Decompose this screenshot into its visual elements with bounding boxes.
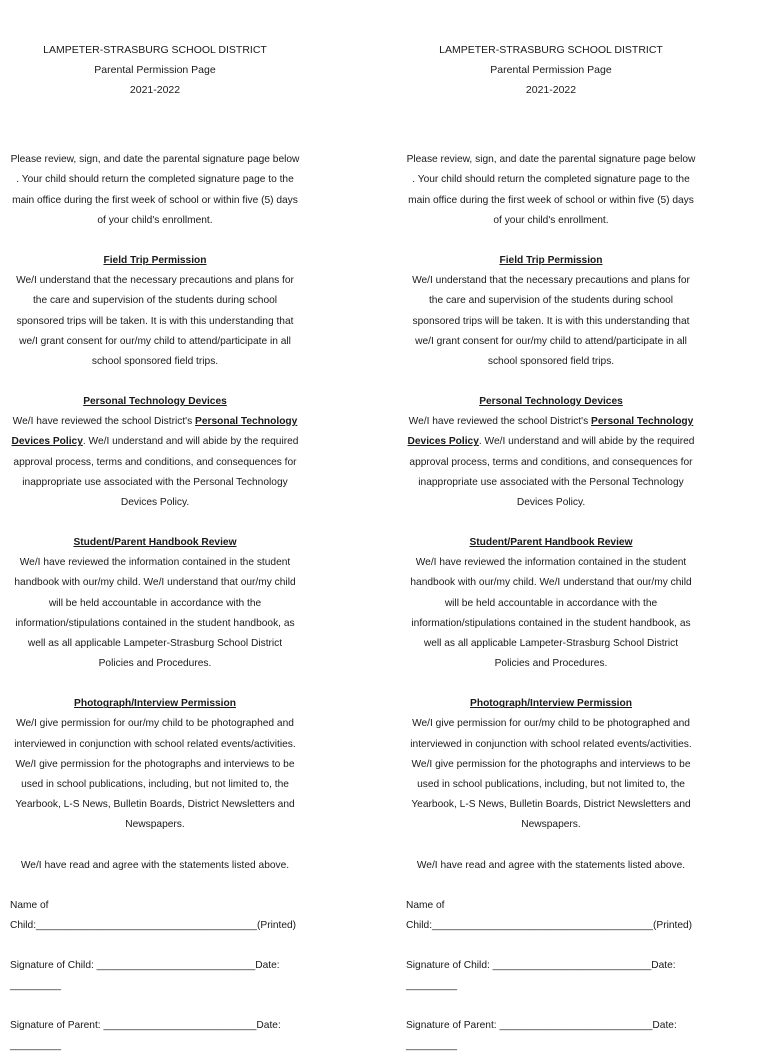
form-header [10,40,300,100]
field-trip-body: We/I understand that the necessary precautions and plans for the care and supervision of the students during school sponsored trips will be taken. It is with this understanding that we/I grant consent for our/my child to attend/participate in all school sponsored field trips. [412,275,690,367]
page-title: Parental Permission Page [94,64,216,76]
permission-form-right [406,40,696,1056]
handbook-title: Student/Parent Handbook Review [469,537,633,549]
signature-child-field[interactable]: Signature of Child: ____________________________Date: _________ [10,959,280,991]
technology-policy-link[interactable]: Personal Technology Devices Policy [407,416,694,448]
form-header [406,40,696,100]
name-of-child-field[interactable]: Name of Child:_______________________________________(Printed) [10,899,297,931]
photograph-title: Photograph/Interview Permission [74,698,236,710]
intro-text: Please review, sign, and date the parental signature page below . Your child should return the completed signature page to the main office during the first week of school or within five (5) days of your child's enrollment. [10,154,300,226]
field-trip-body: We/I understand that the necessary precautions and plans for the care and supervision of the students during school sponsored trips will be taken. It is with this understanding that we/I grant consent for our/my child to attend/participate in all school sponsored field trips. [16,275,294,367]
signature-parent-field[interactable]: Signature of Parent: ___________________________Date: _________ [10,1019,281,1051]
technology-body-post: . We/I understand and will abide by the required approval process, terms and conditions, and consequences for inappropriate use associated with the Personal Technology Devices Policy. [13,436,299,509]
photograph-body: We/I give permission for our/my child to be photographed and interviewed in conjunction with school related events/activities. We/I give permission for the photographs and interviews to be used in school publications, including, but not limited to, the Yearbook, L-S News, Bulletin Boards, District Newsletters and Newspapers. [14,718,296,831]
intro-text: Please review, sign, and date the parental signature page below . Your child should return the completed signature page to the main office during the first week of school or within five (5) days of your child's enrollment. [406,154,696,226]
handbook-body: We/I have reviewed the information contained in the student handbook with our/my child. We/I understand that our/my child will be held accountable in accordance with the information/stipulations contained in the student handbook, as well as all applicable Lampeter-Strasburg School District Policies and Procedures. [410,557,692,670]
technology-body-post: . We/I understand and will abide by the required approval process, terms and conditions, and consequences for inappropriate use associated with the Personal Technology Devices Policy. [409,436,695,509]
technology-body-pre: We/I have reviewed the school District's [408,416,592,428]
technology-body [10,412,300,513]
technology-title: Personal Technology Devices [83,396,227,408]
technology-title: Personal Technology Devices [479,396,623,408]
technology-body-pre: We/I have reviewed the school District's [12,416,196,428]
district-name: LAMPETER-STRASBURG SCHOOL DISTRICT [439,44,663,56]
page-title: Parental Permission Page [490,64,612,76]
technology-body [406,412,696,513]
district-name: LAMPETER-STRASBURG SCHOOL DISTRICT [43,44,267,56]
field-trip-title: Field Trip Permission [103,255,207,267]
handbook-title: Student/Parent Handbook Review [73,537,237,549]
school-year: 2021-2022 [525,84,577,96]
signature-child-field[interactable]: Signature of Child: ____________________________Date: _________ [406,959,676,991]
name-of-child-field[interactable]: Name of Child:_______________________________________(Printed) [406,899,693,931]
handbook-body: We/I have reviewed the information contained in the student handbook with our/my child. We/I understand that our/my child will be held accountable in accordance with the information/stipulations contained in the student handbook, as well as all applicable Lampeter-Strasburg School District Policies and Procedures. [14,557,296,670]
signature-parent-field[interactable]: Signature of Parent: ___________________________Date: _________ [406,1019,677,1051]
field-trip-title: Field Trip Permission [499,255,603,267]
photograph-title: Photograph/Interview Permission [470,698,632,710]
photograph-body: We/I give permission for our/my child to be photographed and interviewed in conjunction with school related events/activities. We/I give permission for the photographs and interviews to be used in school publications, including, but not limited to, the Yearbook, L-S News, Bulletin Boards, District Newsletters and Newspapers. [410,718,692,831]
permission-form-left [10,40,300,1056]
agree-statement: We/I have read and agree with the statements listed above. [20,859,290,871]
school-year: 2021-2022 [129,84,181,96]
technology-policy-link[interactable]: Personal Technology Devices Policy [11,416,298,448]
agree-statement: We/I have read and agree with the statements listed above. [416,859,686,871]
